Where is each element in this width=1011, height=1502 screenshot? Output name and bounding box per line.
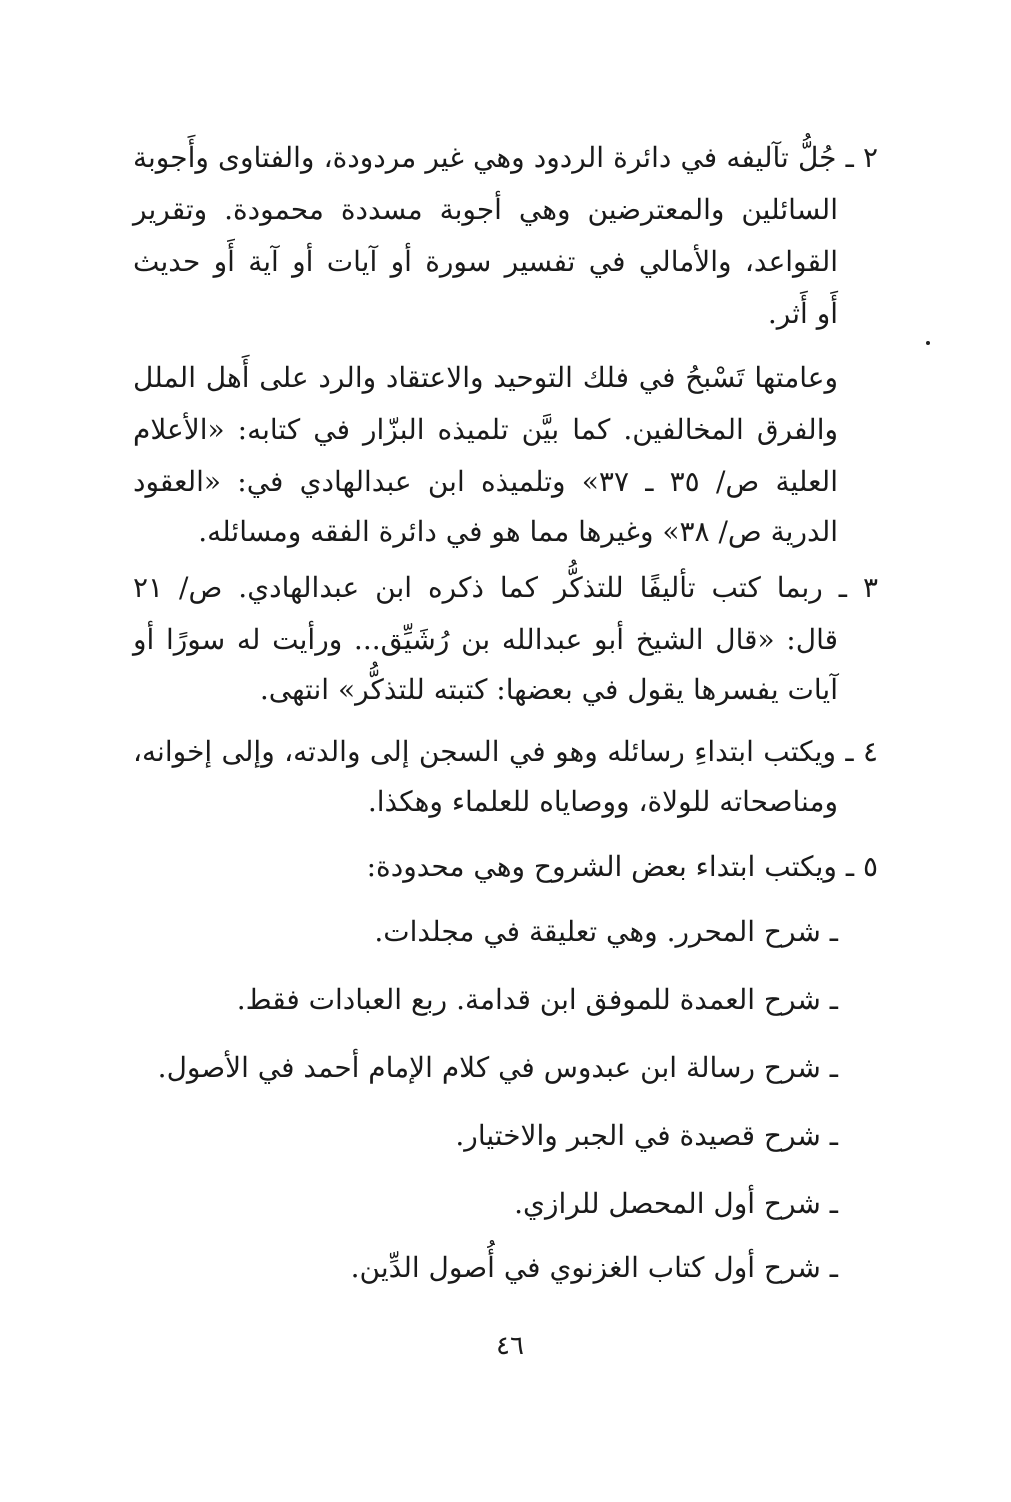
paragraph-line: ٢ ـ جُلُّ تآليفه في دائرة الردود وهي غير مردودة، والفتاوى وأَجوبة [133, 141, 878, 174]
list-item: ـ شرح رسالة ابن عبدوس في كلام الإمام أحمد في الأصول. [157, 1051, 838, 1084]
list-item: ـ شرح أول المحصل للرازي. [514, 1187, 838, 1220]
list-item: ـ شرح المحرر. وهي تعليقة في مجلدات. [374, 915, 838, 948]
paragraph-line: ٤ ـ ويكتب ابتداءِ رسائله وهو في السجن إلى والدته، وإلى إخوانه، [133, 735, 878, 768]
paragraph-line: السائلين والمعترضين وهي أجوبة مسددة محمودة. وتقرير [133, 193, 838, 226]
list-item: ـ شرح قصيدة في الجبر والاختيار. [455, 1119, 838, 1152]
paragraph-line: والفرق المخالفين. كما بيَّن تلميذه البزّار في كتابه: «الأعلام [133, 413, 838, 446]
list-item: ـ شرح العمدة للموفق ابن قدامة. ربع العبادات فقط. [236, 983, 838, 1016]
stray-dot [926, 341, 930, 345]
list-item: ـ شرح أول كتاب الغزنوي في أُصول الدِّين. [350, 1251, 838, 1284]
paragraph-line: الدرية ص/ ٣٨» وغيرها مما هو في دائرة الفقه ومسائله. [198, 515, 838, 548]
paragraph-line: ٣ ـ ربما كتب تأليفًا للتذكُّر كما ذكره ابن عبدالهادي. ص/ ٢١ [133, 571, 878, 604]
paragraph-line: قال: «قال الشيخ أبو عبدالله بن رُشَيِّق... ورأيت له سورًا أو [133, 623, 838, 656]
paragraph-line: ومناصحاته للولاة، ووصاياه للعلماء وهكذا. [367, 785, 838, 818]
paragraph-line: أَو أَثر. [767, 297, 838, 330]
paragraph-line: القواعد، والأمالي في تفسير سورة أو آيات أو آية أَو حديث [133, 245, 838, 278]
paragraph-line: وعامتها تَسْبحُ في فلك التوحيد والاعتقاد والرد على أَهل الملل [133, 361, 838, 394]
page-number: ٤٦ [496, 1331, 524, 1361]
paragraph-line: ٥ ـ ويكتب ابتداء بعض الشروح وهي محدودة: [366, 850, 878, 883]
paragraph-line: آيات يفسرها يقول في بعضها: كتبته للتذكُّر» انتهى. [259, 673, 838, 706]
paragraph-line: العلية ص/ ٣٥ ـ ٣٧» وتلميذه ابن عبدالهادي في: «العقود [133, 465, 838, 498]
